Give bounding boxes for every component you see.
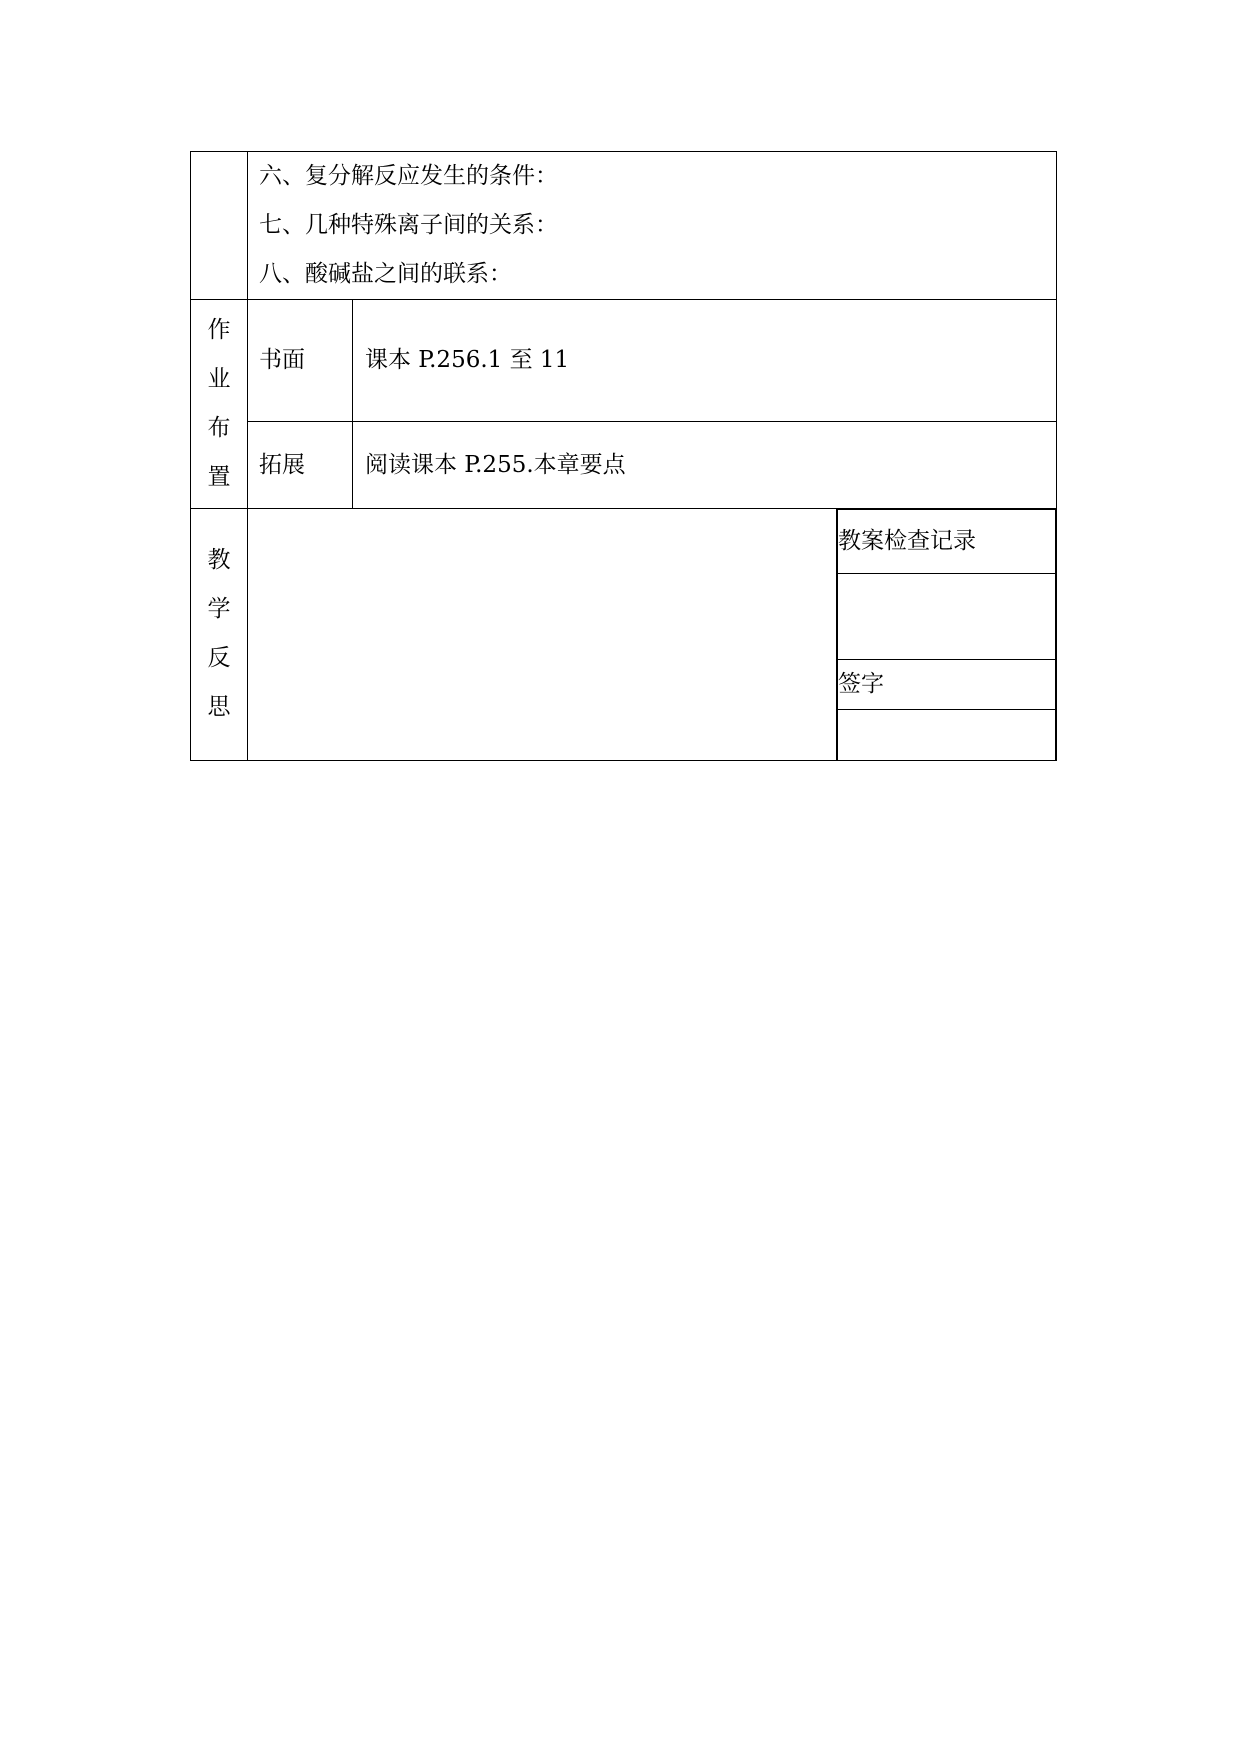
review-label-cell [191, 152, 248, 300]
signature-label: 签字 [838, 660, 1056, 710]
signature-value [838, 710, 1056, 760]
check-record-table [837, 509, 1056, 760]
homework-section-label-cell [191, 300, 248, 509]
check-record-value [838, 574, 1056, 660]
review-items-cell [248, 152, 1057, 300]
homework-extension-content: 阅读课本 P.255.本章要点 [353, 422, 1057, 509]
homework-section-label: 作业布置 [207, 317, 231, 490]
homework-extension-type: 拓展 [248, 422, 353, 509]
homework-written-type: 书面 [248, 300, 353, 422]
review-item-8: 八、酸碱盐之间的联系： [259, 261, 512, 287]
homework-written-content: 课本 P.256.1 至 11 [353, 300, 1057, 422]
homework-written-row [191, 300, 1057, 422]
review-item-6: 六、复分解反应发生的条件： [259, 163, 558, 189]
review-row [191, 152, 1057, 300]
homework-extension-row [191, 422, 1057, 509]
reflection-content-cell [248, 509, 837, 761]
check-record-label: 教案检查记录 [838, 510, 1056, 574]
reflection-row [191, 509, 1057, 761]
review-item-7: 七、几种特殊离子间的关系： [259, 212, 558, 238]
lesson-plan-table [190, 151, 1057, 761]
reflection-section-label: 教学反思 [207, 547, 231, 721]
reflection-section-label-cell [191, 509, 248, 761]
check-record-column [837, 509, 1057, 761]
